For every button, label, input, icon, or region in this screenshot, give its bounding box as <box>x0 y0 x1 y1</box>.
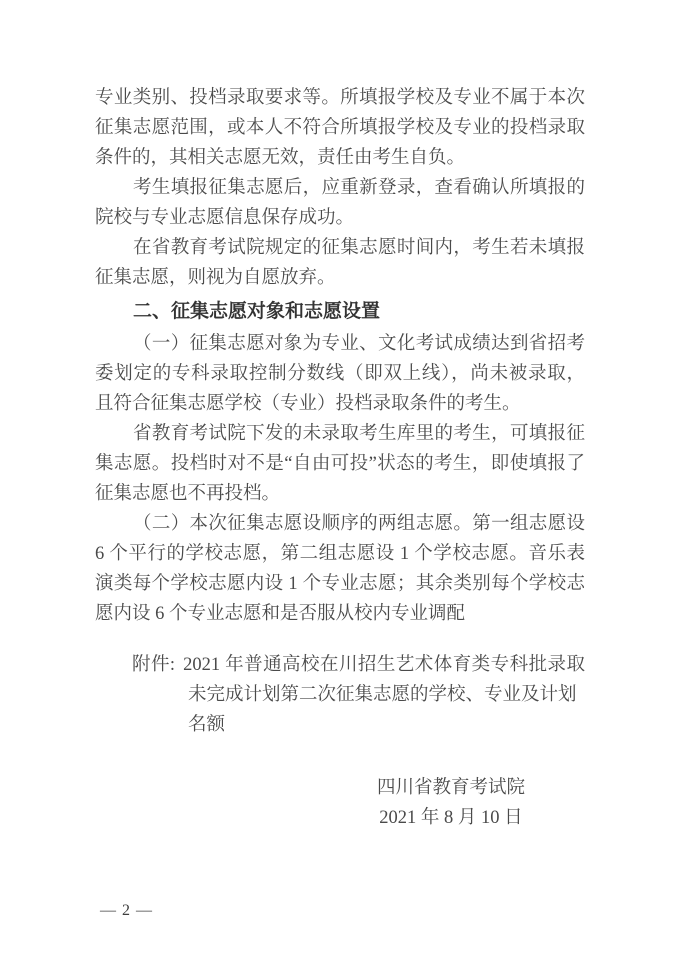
page-number: — 2 — <box>100 902 153 919</box>
signature-block <box>341 773 561 833</box>
text-line: （二）本次征集志愿设顺序的两组志愿。第一组志愿设 <box>133 514 585 534</box>
attachment-line: 未完成计划第二次征集志愿的学校、专业及计划 <box>188 685 577 705</box>
text-line: 在省教育考试院规定的征集志愿时间内，考生若未填报 <box>133 238 585 258</box>
text-line: 专业类别、投档录取要求等。所填报学校及专业不属于本次 <box>95 88 585 108</box>
attachment-label: 附件: <box>132 655 176 675</box>
text-line: 征集志愿也不再投档。 <box>95 484 281 504</box>
attachment-block <box>132 650 585 740</box>
text-line: 6 个平行的学校志愿，第二组志愿设 1 个学校志愿。音乐表 <box>95 544 585 564</box>
signature-org: 四川省教育考试院 <box>376 778 525 798</box>
attachment-line: 名额 <box>188 715 226 735</box>
text-line: 条件的，其相关志愿无效，责任由考生自负。 <box>95 148 466 168</box>
text-line: 考生填报征集志愿后，应重新登录，查看确认所填报的 <box>133 178 585 198</box>
text-line: 省教育考试院下发的未录取考生库里的考生，可填报征 <box>133 424 585 444</box>
text-line: 委划定的专科录取控制分数线（即双上线），尚未被录取， <box>95 364 585 384</box>
text-line: 院校与专业志愿信息保存成功。 <box>95 208 355 228</box>
attachment-title-line: 2021 年普通高校在川招生艺术体育类专科批录取 <box>183 655 585 675</box>
text-line: 集志愿。投档时对不是“自由可投”状态的考生，即使填报了 <box>95 454 585 474</box>
section-heading: 二、征集志愿对象和志愿设置 <box>133 301 381 322</box>
text-line: 愿内设 6 个专业志愿和是否服从校内专业调配 <box>95 604 466 624</box>
text-line: 演类每个学校志愿内设 1 个专业志愿；其余类别每个学校志 <box>95 574 585 594</box>
signature-date: 2021 年 8 月 10 日 <box>379 808 523 828</box>
text-line: 征集志愿，则视为自愿放弃。 <box>95 268 336 288</box>
text-line: 且符合征集志愿学校（专业）投档录取条件的考生。 <box>95 394 521 414</box>
text-line: 征集志愿范围，或本人不符合所填报学校及专业的投档录取 <box>95 118 585 138</box>
attachment-line <box>132 650 585 680</box>
text-line: （一）征集志愿对象为专业、文化考试成绩达到省招考 <box>133 334 585 354</box>
document-body <box>95 83 585 629</box>
